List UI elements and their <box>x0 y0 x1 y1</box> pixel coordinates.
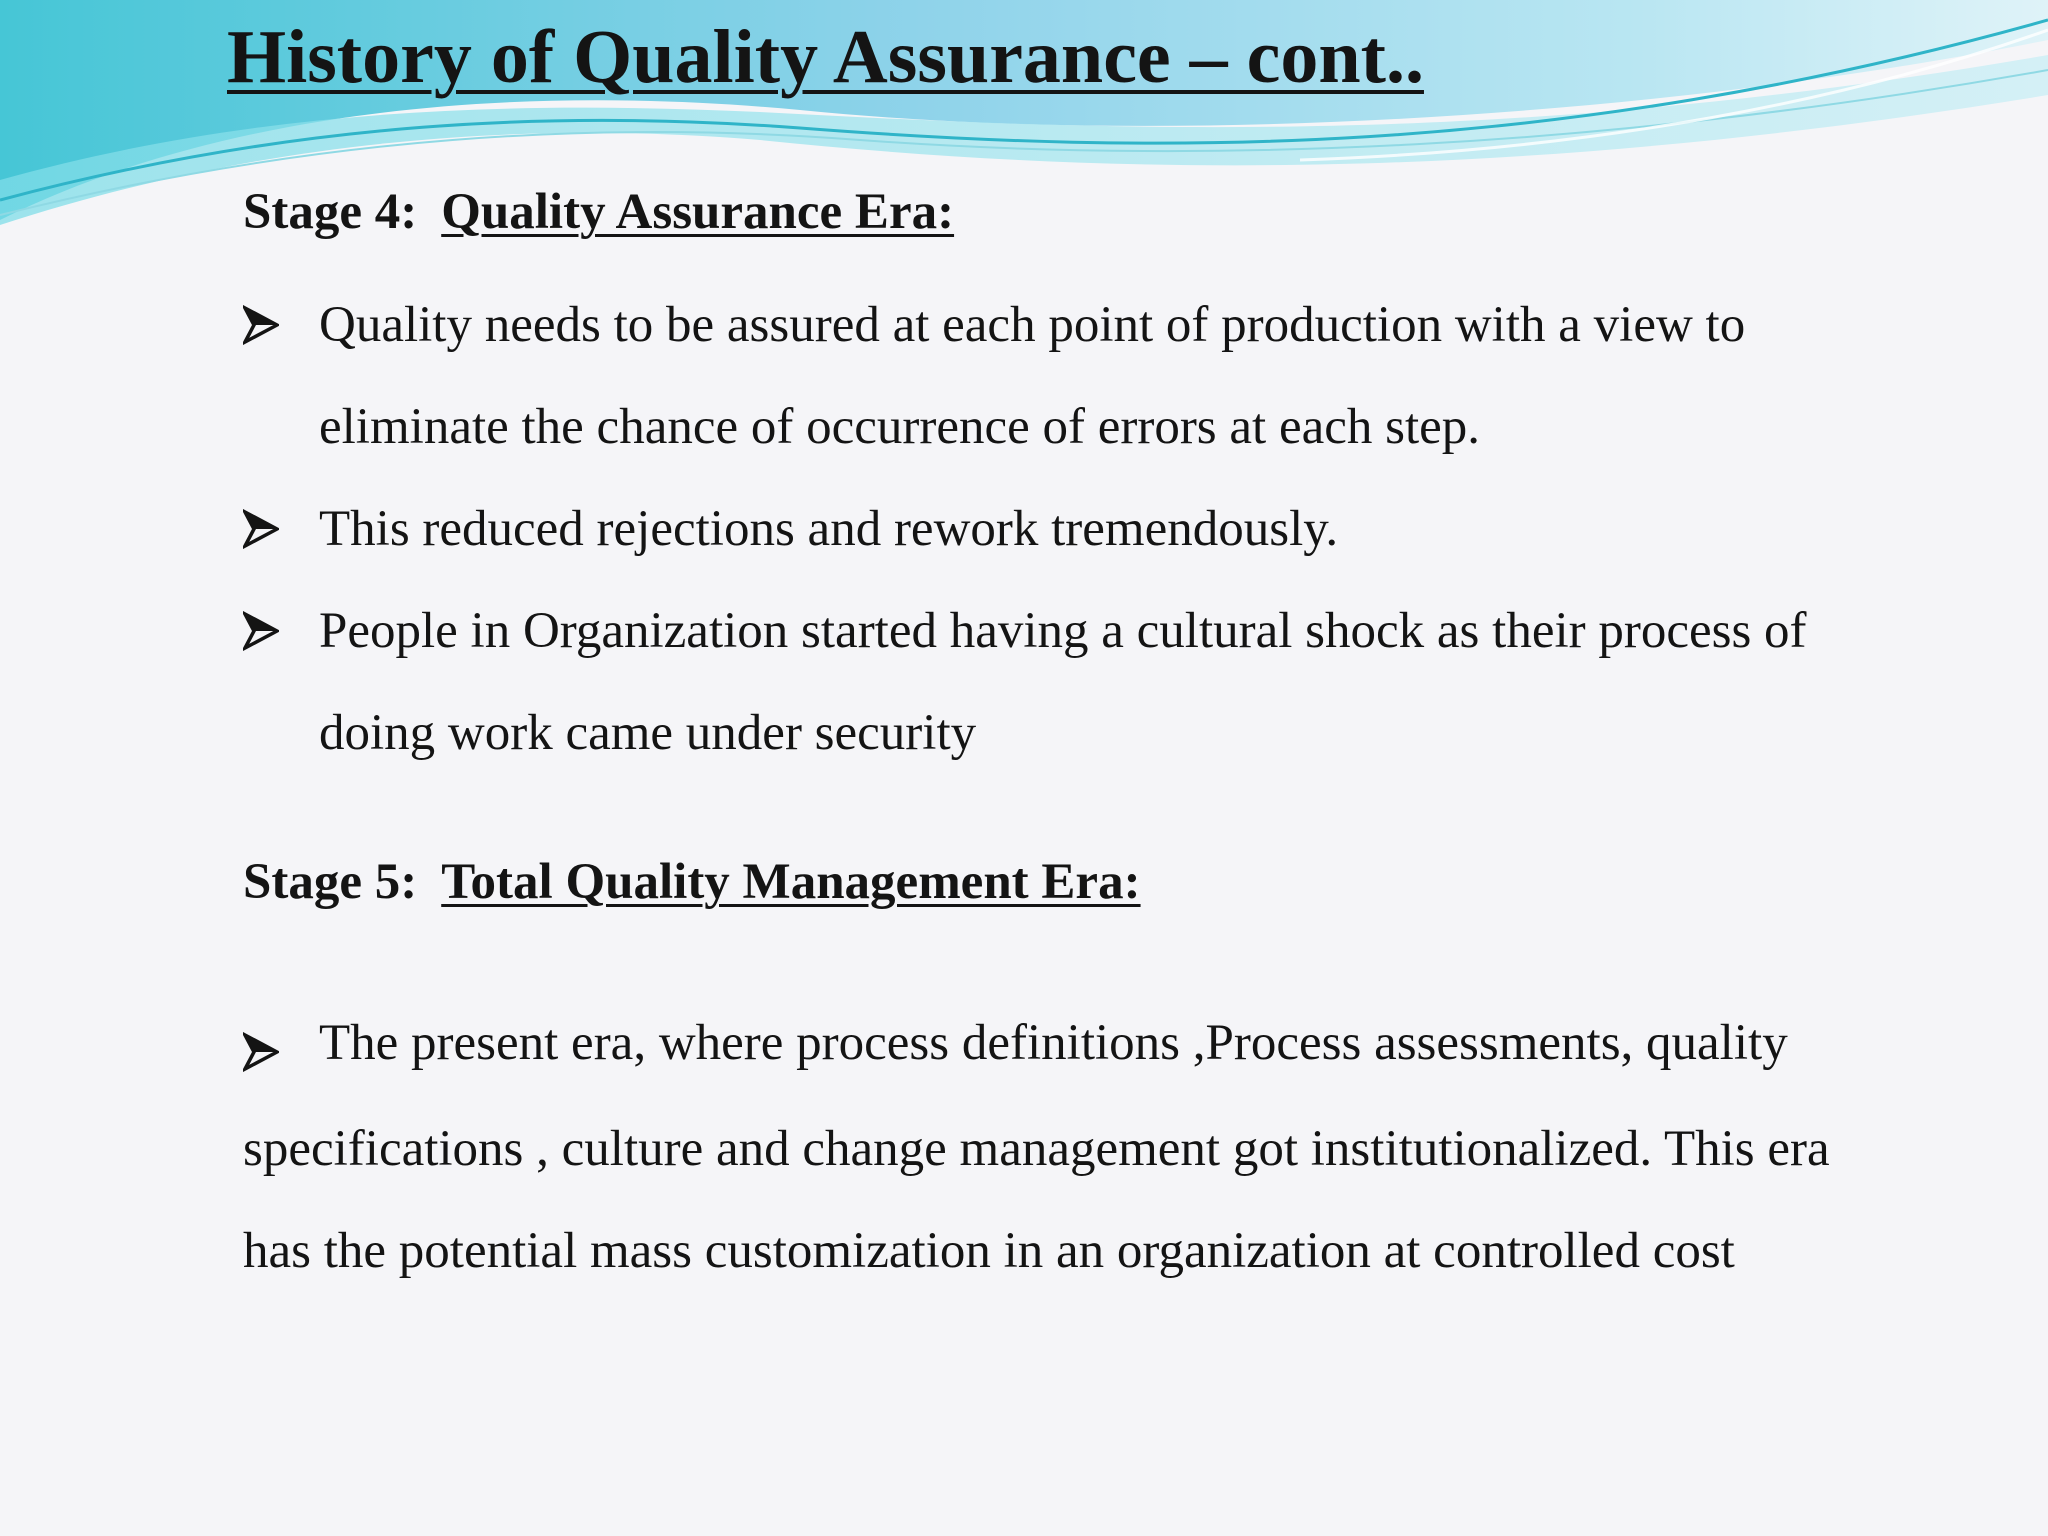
arrow-bullet-icon <box>243 274 293 376</box>
stage-4-bullet-1 <box>243 274 1883 478</box>
stage-4-bullet-2 <box>243 478 1883 580</box>
bullet-text: Quality needs to be assured at each point of production with a view to eliminate the chance of occurrence of errors at each step. <box>319 297 1746 455</box>
arrow-bullet-icon <box>243 478 293 580</box>
bullet-text: People in Organization started having a cultural shock as their process of doing work came under security <box>319 603 1807 761</box>
stage-4-heading <box>243 182 954 243</box>
arrow-bullet-icon <box>243 580 293 682</box>
stage-5-paragraph <box>243 992 1883 1302</box>
stage-4-bullet-3 <box>243 580 1883 784</box>
stage-5-era-title: Total Quality Management Era: <box>441 854 1141 910</box>
stage-5-heading <box>243 852 1141 913</box>
bullet-text: This reduced rejections and rework tremendously. <box>319 501 1339 557</box>
stage-4-era-title: Quality Assurance Era: <box>441 184 955 240</box>
stage-5-prefix: Stage 5: <box>243 854 418 910</box>
slide-title: History of Quality Assurance – cont.. <box>227 15 1424 99</box>
stage-4-prefix: Stage 4: <box>243 184 418 240</box>
paragraph-text: The present era, where process definitions ,Process assessments, quality specifications , culture and change management got institutionalized. This era has the potential mass customization in an organization at controlled cost <box>243 1015 1830 1280</box>
arrow-bullet-icon <box>243 996 319 1098</box>
